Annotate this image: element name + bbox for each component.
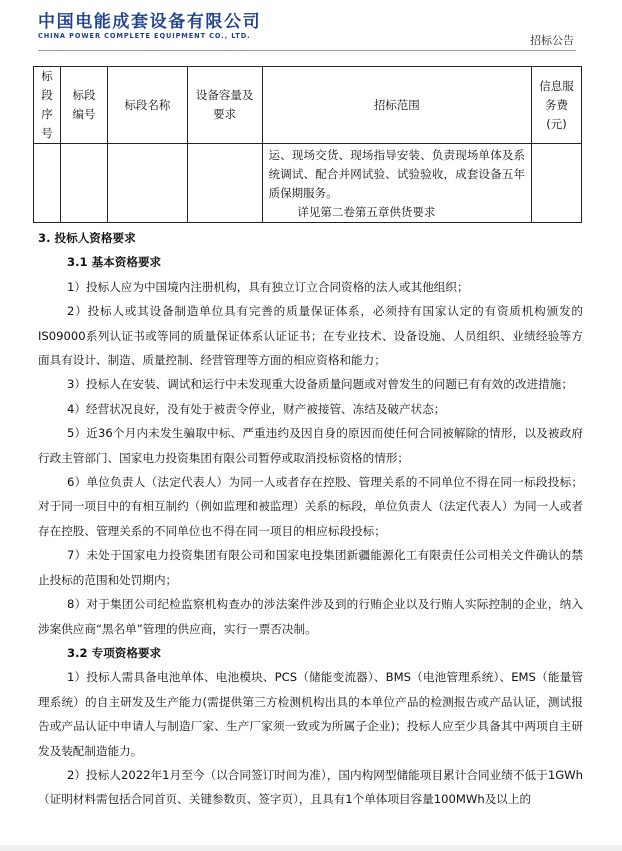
cell-empty xyxy=(187,144,262,223)
company-name-en: CHINA POWER COMPLETE EQUIPMENT CO., LTD. xyxy=(38,32,251,40)
table-row xyxy=(34,144,582,223)
col-section-seq: 标段序号 xyxy=(34,67,61,144)
col-scope: 招标范围 xyxy=(262,67,531,144)
paragraph: 3）投标人在安装、调试和运行中未发现重大设备质量问题或对曾发生的问题已有有效的改进措施； xyxy=(67,377,573,392)
document-body xyxy=(38,226,583,812)
col-section-code: 标段编号 xyxy=(60,67,107,144)
paragraph: 1）投标人需具备电池单体、电池模块、PCS（储能变流器）、BMS（电池管理系统）、EMS（能量管理系统）的自主研发及生产能力(需提供第三方检测机构出具的本单位产品的检测报告或产品认证，测试报告或产品认证中申请人与制造厂家、生产厂家须一致或为所属子企业)；投标人应至少具备其中两项自主研发及装配制造能力。 xyxy=(38,670,583,758)
scope-text: 运、现场交货、现场指导安装、负责现场单体及系统调试、配合并网试验、试验验收，成套设备五年质保期服务。 xyxy=(268,148,526,200)
paragraph: 1）投标人应为中国境内注册机构，具有独立订立合同资格的法人或其他组织； xyxy=(67,279,469,294)
bid-section-table xyxy=(33,66,582,223)
document-type: 招标公告 xyxy=(530,34,574,47)
company-name-cn: 中国电能成套设备有限公司 xyxy=(38,12,262,32)
cell-scope xyxy=(262,144,531,223)
paragraph: 7）未处于国家电力投资集团有限公司和国家电投集团新疆能源化工有限责任公司相关文件确认的禁止投标的范围和处罚期内； xyxy=(38,548,583,587)
paragraph: 8）对于集团公司纪检监察机构查办的涉法案件涉及到的行贿企业以及行贿人实际控制的企业，纳入涉案供应商“黑名单”管理的供应商，实行一票否决制。 xyxy=(38,597,583,636)
cell-empty xyxy=(34,144,61,223)
subsection-heading: 3.2 专项资格要求 xyxy=(67,645,162,660)
paragraph: 2）投标人或其设备制造单位具有完善的质量保证体系，必须持有国家认定的有资质机构颁发的IS09000系列认证书或等同的质量保证体系认证证书；在专业技术、设备设施、人员组织、业绩经验等方面具有设计、制造、质量控制、经营管理等方面的相应资格和能力； xyxy=(38,304,583,368)
cell-empty xyxy=(60,144,107,223)
page-bottom-edge xyxy=(0,845,622,851)
paragraph: 4）经营状况良好，没有处于被责令停业，财产被接管、冻结及破产状态； xyxy=(67,401,446,416)
paragraph: 6）单位负责人（法定代表人）为同一人或者存在控股、管理关系的不同单位不得在同一标段投标；对于同一项目中的有相互制约（例如监理和被监理）关系的标段，单位负责人（法定代表人）为同一人或者存在控股、管理关系的不同单位也不得在同一项目的相应标段投标； xyxy=(38,475,583,538)
col-section-name: 标段名称 xyxy=(107,67,187,144)
cell-empty xyxy=(107,144,187,223)
table-header-row xyxy=(34,67,582,144)
col-capacity: 设备容量及要求 xyxy=(187,67,262,144)
subsection-heading: 3.1 基本资格要求 xyxy=(67,255,162,270)
paragraph: 5）近36个月内未发生骗取中标、严重违约及因自身的原因而使任何合同被解除的情形，以及被政府行政主管部门、国家电力投资集团有限公司暂停或取消投标资格的情形； xyxy=(38,426,583,465)
section-heading: 3. 投标人资格要求 xyxy=(38,231,136,245)
header-divider xyxy=(38,50,576,51)
cell-empty xyxy=(532,144,582,223)
scope-note: 详见第二卷第五章供货要求 xyxy=(297,205,436,219)
col-service-fee: 信息服务费(元) xyxy=(532,67,582,144)
company-logo xyxy=(38,12,261,41)
paragraph: 2）投标人2022年1月至今（以合同签订时间为准），国内构网型储能项目累计合同业绩不低于1GWh（证明材料需包括合同首页、关键参数页、签字页），且具有1个单体项目容量100MWh及以上的 xyxy=(38,767,583,807)
